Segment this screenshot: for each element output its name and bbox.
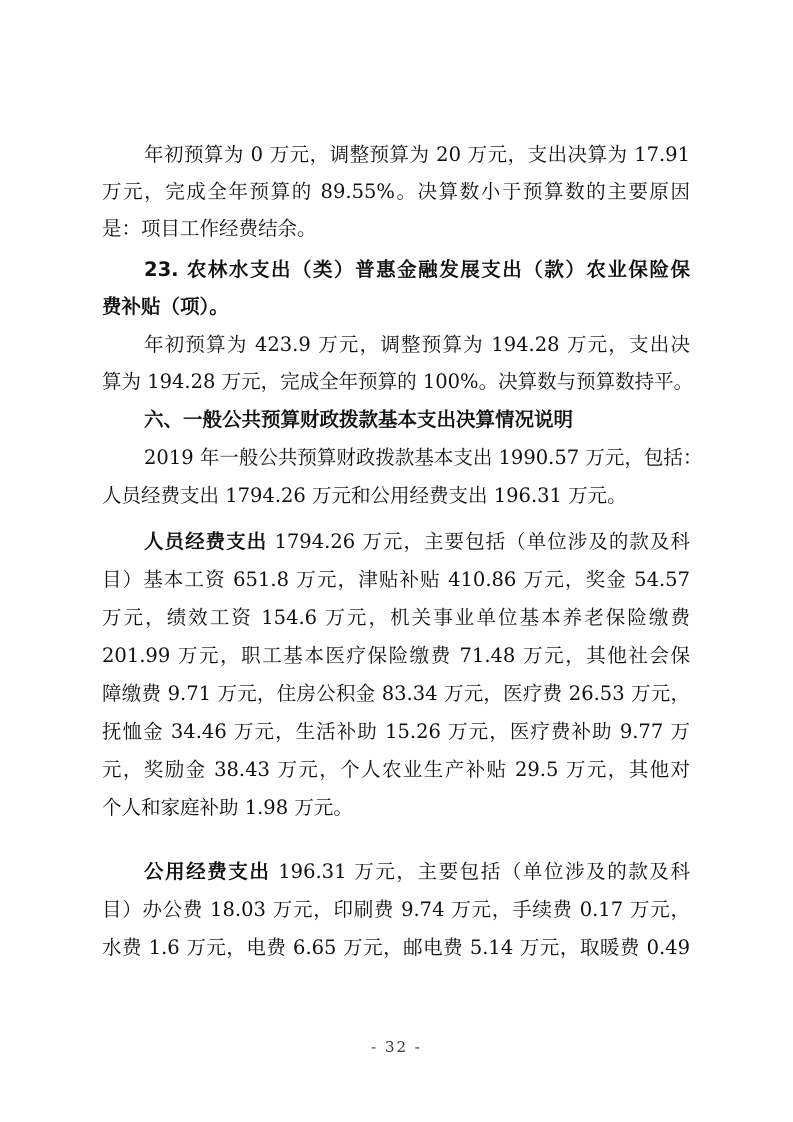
item-heading: 23. 农林水支出（类）普惠金融发展支出（款）农业保险保 [144,258,690,281]
paragraph-line: 是：项目工作经费结余。 [102,217,317,240]
paragraph-line: 人员经费支出 1794.26 万元和公用经费支出 196.31 万元。 [102,484,627,507]
paragraph-line: 年初预算为 423.9 万元，调整预算为 194.28 万元，支出决 [144,333,690,356]
paragraph-line: 2019 年一般公共预算财政拨款基本支出 1990.57 万元，包括： [144,446,703,469]
paragraph-line: 万元，绩效工资 154.6 万元，机关事业单位基本养老保险缴费 [102,606,690,629]
paragraph-line: 201.99 万元，职工基本医疗保险缴费 71.48 万元，其他社会保 [102,644,690,667]
personnel-lead: 人员经费支出 [144,530,268,553]
paragraph-line: 年初预算为 0 万元，调整预算为 20 万元，支出决算为 17.91 [144,143,690,166]
paragraph-line: 水费 1.6 万元，电费 6.65 万元，邮电费 5.14 万元，取暖费 0.49 [102,936,690,959]
public-lead: 公用经费支出 [144,860,271,883]
personnel-first-line [144,528,690,556]
paragraph-line: 算为 194.28 万元，完成全年预算的 100%。决算数与预算数持平。 [102,370,694,393]
paragraph-line: 抚恤金 34.46 万元，生活补助 15.26 万元，医疗费补助 9.77 万 [102,720,690,743]
paragraph-line: 万元，完成全年预算的 89.55%。决算数小于预算数的主要原因 [102,180,690,203]
item-heading: 费补贴（项）。 [102,295,229,318]
paragraph-line: 目）基本工资 651.8 万元，津贴补贴 410.86 万元，奖金 54.57 [102,568,690,591]
page-number: - 32 - [371,1038,422,1056]
public-first-rest: 196.31 万元，主要包括（单位涉及的款及科 [270,860,690,883]
personnel-first-rest: 1794.26 万元，主要包括（单位涉及的款及科 [267,530,690,553]
section-title: 六、一般公共预算财政拨款基本支出决算情况说明 [144,408,574,431]
public-first-line [144,858,690,886]
paragraph-line: 障缴费 9.71 万元，住房公积金 83.34 万元，医疗费 26.53 万元， [102,682,690,705]
paragraph-line: 元，奖励金 38.43 万元，个人农业生产补贴 29.5 万元，其他对 [102,758,690,781]
paragraph-line: 个人和家庭补助 1.98 万元。 [102,796,353,819]
paragraph-line: 目）办公费 18.03 万元，印刷费 9.74 万元，手续费 0.17 万元， [102,898,690,921]
